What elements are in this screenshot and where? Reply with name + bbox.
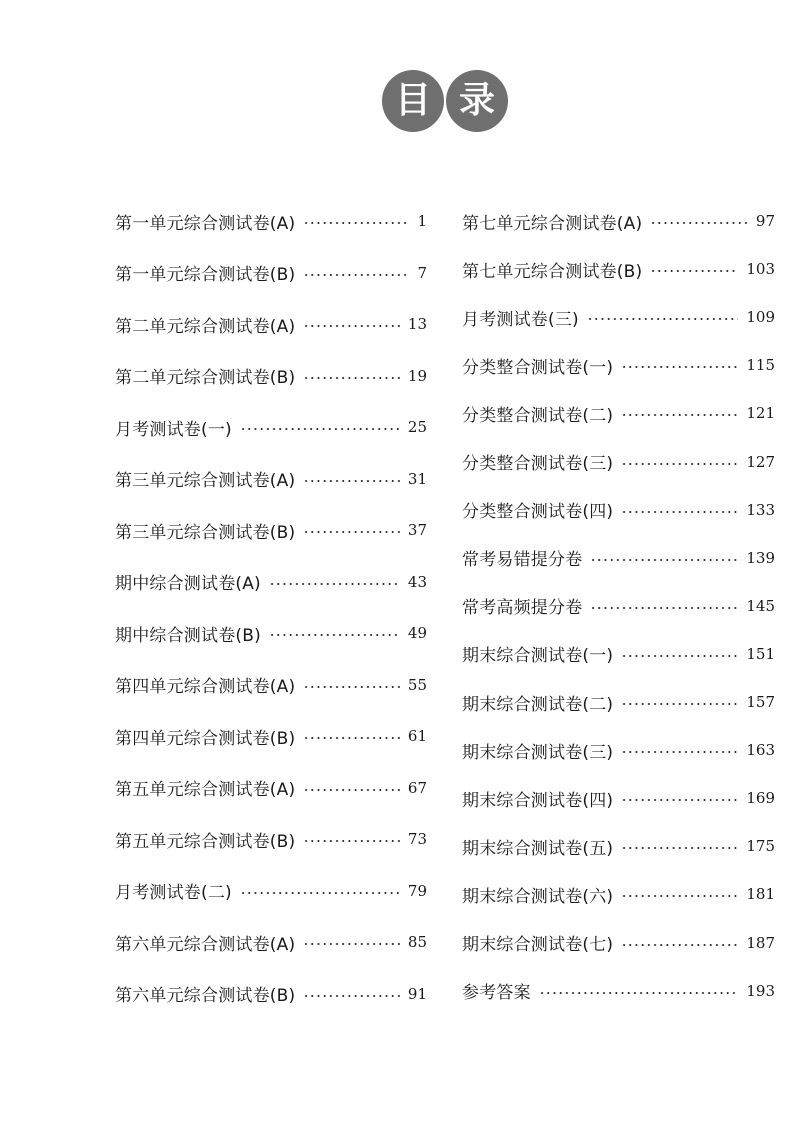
dot-leader: [303, 325, 400, 327]
toc-entry-page: 13: [407, 315, 427, 333]
toc-entry-page: 169: [746, 789, 775, 808]
dot-leader: [621, 944, 738, 946]
toc-entry-title: 月考测试卷(二): [115, 883, 232, 903]
toc-entry[interactable]: [462, 449, 775, 475]
toc-entry[interactable]: [115, 208, 427, 234]
toc-entry-title: 第一单元综合测试卷(A): [115, 213, 296, 234]
toc-entry[interactable]: [115, 569, 427, 595]
toc-entry-page: 145: [746, 596, 775, 615]
title-char-mu: 目: [382, 70, 444, 132]
toc-entry-page: 115: [746, 356, 775, 375]
toc-entry-page: 97: [755, 212, 775, 230]
toc-entry-page: 73: [407, 830, 427, 848]
toc-entry-title: 第六单元综合测试卷(A): [115, 934, 296, 955]
toc-entry-page: 67: [407, 778, 427, 797]
toc-entry-title: 第三单元综合测试卷(A): [115, 471, 296, 491]
toc-entry-page: 121: [746, 404, 775, 423]
toc-entry[interactable]: [462, 593, 775, 619]
toc-entry-title: 期中综合测试卷(A): [115, 574, 261, 594]
toc-entry[interactable]: [115, 826, 427, 852]
toc-entry-title: 第七单元综合测试卷(B): [462, 261, 643, 282]
toc-entry-page: 49: [407, 624, 427, 642]
toc-entry-title: 期末综合测试卷(七): [462, 935, 614, 955]
toc-entry-page: 43: [407, 572, 427, 591]
toc-entry-page: 139: [746, 548, 775, 567]
toc-entry[interactable]: [462, 545, 775, 571]
dot-leader: [650, 270, 738, 272]
dot-leader: [303, 995, 400, 997]
dot-leader: [303, 943, 400, 945]
toc-entry-page: 61: [407, 727, 427, 745]
dot-leader: [621, 895, 738, 897]
toc-entry[interactable]: [115, 260, 427, 286]
toc-entry[interactable]: [115, 414, 427, 440]
dot-leader: [269, 634, 400, 636]
dot-leader: [621, 366, 738, 368]
toc-entry-title: 常考易错提分卷: [462, 550, 583, 571]
toc-entry[interactable]: [462, 881, 775, 907]
toc-entry-title: 第二单元综合测试卷(A): [115, 316, 296, 337]
toc-entry[interactable]: [462, 785, 775, 811]
toc-entry-title: 第五单元综合测试卷(B): [115, 831, 296, 852]
toc-entry-title: 第三单元综合测试卷(B): [115, 522, 296, 543]
title-char-lu: 录: [446, 70, 508, 132]
toc-entry-page: 133: [746, 500, 775, 519]
toc-entry-title: 参考答案: [462, 983, 531, 1004]
toc-entry-page: 37: [407, 521, 427, 539]
toc-entry-title: 第四单元综合测试卷(B): [115, 728, 296, 749]
toc-entry[interactable]: [462, 256, 775, 282]
dot-leader: [621, 847, 738, 849]
dot-leader: [539, 992, 739, 994]
toc-entry[interactable]: [115, 981, 427, 1007]
toc-entry-page: 127: [746, 452, 775, 471]
dot-leader: [303, 531, 400, 533]
dot-leader: [303, 686, 400, 688]
dot-leader: [621, 511, 738, 513]
dot-leader: [303, 274, 409, 276]
toc-entry-title: 期末综合测试卷(三): [462, 742, 614, 763]
toc-entry[interactable]: [462, 737, 775, 763]
toc-entry-page: 157: [746, 693, 775, 711]
toc-entry-page: 79: [407, 881, 427, 900]
toc-entry-title: 第七单元综合测试卷(A): [462, 213, 643, 234]
dot-leader: [590, 559, 738, 561]
dot-leader: [590, 607, 738, 609]
toc-entry[interactable]: [115, 620, 427, 646]
toc-entry-title: 期末综合测试卷(一): [462, 646, 614, 667]
toc-entry-page: 91: [407, 984, 427, 1003]
toc-entry-title: 第二单元综合测试卷(B): [115, 368, 296, 388]
dot-leader: [621, 799, 738, 801]
dot-leader: [621, 414, 738, 416]
dot-leader: [303, 480, 400, 482]
toc-entry-page: 31: [407, 469, 427, 488]
toc-entry-page: 55: [407, 675, 427, 694]
toc-entry[interactable]: [115, 723, 427, 749]
toc-entry[interactable]: [115, 929, 427, 955]
toc-entry-title: 第四单元综合测试卷(A): [115, 677, 296, 697]
dot-leader: [303, 789, 400, 791]
dot-leader: [303, 737, 400, 739]
toc-entry-page: 103: [746, 260, 775, 279]
dot-leader: [269, 583, 400, 585]
toc-entry[interactable]: [115, 311, 427, 337]
toc-entry-title: 期末综合测试卷(四): [462, 790, 614, 811]
toc-entry[interactable]: [115, 878, 427, 904]
toc-entry-page: 187: [746, 933, 775, 952]
toc-entry[interactable]: [462, 689, 775, 715]
toc-entry-title: 第五单元综合测试卷(A): [115, 780, 296, 800]
toc-entry-page: 175: [746, 837, 775, 856]
toc-entry[interactable]: [462, 833, 775, 859]
dot-leader: [303, 222, 409, 224]
toc-entry[interactable]: [115, 466, 427, 492]
toc-entry[interactable]: [462, 208, 775, 234]
toc-entry[interactable]: [462, 497, 775, 523]
toc-entry-title: 分类整合测试卷(三): [462, 454, 614, 474]
dot-leader: [621, 751, 738, 753]
toc-entry-page: 181: [746, 885, 775, 904]
dot-leader: [621, 463, 738, 465]
toc-entry-page: 151: [746, 644, 775, 663]
toc-entry[interactable]: [462, 400, 775, 426]
toc-entry-page: 25: [407, 418, 427, 436]
dot-leader: [587, 318, 738, 320]
toc-entry[interactable]: [462, 352, 775, 378]
toc-entry-title: 第六单元综合测试卷(B): [115, 986, 296, 1006]
toc-entry-title: 期末综合测试卷(五): [462, 838, 614, 859]
toc-entry-page: 163: [746, 741, 775, 760]
toc-entry[interactable]: [115, 363, 427, 389]
toc-entry-page: 19: [407, 366, 427, 385]
toc-entry[interactable]: [115, 775, 427, 801]
toc-entry-page: 109: [746, 308, 775, 327]
toc-entry-title: 月考测试卷(一): [115, 419, 232, 440]
toc-entry-page: 85: [407, 933, 427, 951]
toc-entry-page: 193: [746, 981, 775, 1000]
dot-leader: [240, 892, 400, 894]
dot-leader: [303, 377, 400, 379]
dot-leader: [650, 222, 748, 224]
toc-entry[interactable]: [462, 641, 775, 667]
toc-title: [382, 70, 508, 132]
toc-entry-page: 7: [417, 263, 427, 282]
toc-entry[interactable]: [462, 978, 775, 1004]
toc-entry[interactable]: [462, 930, 775, 956]
toc-entry-title: 期末综合测试卷(二): [462, 694, 614, 715]
toc-entry[interactable]: [462, 304, 775, 330]
toc-entry-title: 月考测试卷(三): [462, 309, 579, 330]
dot-leader: [621, 703, 738, 705]
toc-entry[interactable]: [115, 517, 427, 543]
toc-entry-title: 分类整合测试卷(一): [462, 357, 614, 378]
toc-entry[interactable]: [115, 672, 427, 698]
toc-entry-page: 1: [417, 212, 427, 230]
toc-entry-title: 分类整合测试卷(二): [462, 405, 614, 426]
toc-entry-title: 分类整合测试卷(四): [462, 502, 614, 523]
toc-entry-title: 常考高频提分卷: [462, 598, 583, 619]
toc-entry-title: 第一单元综合测试卷(B): [115, 265, 296, 285]
toc-entry-title: 期中综合测试卷(B): [115, 625, 261, 646]
dot-leader: [621, 655, 738, 657]
dot-leader: [303, 840, 400, 842]
toc-entry-title: 期末综合测试卷(六): [462, 886, 614, 907]
dot-leader: [240, 428, 400, 430]
